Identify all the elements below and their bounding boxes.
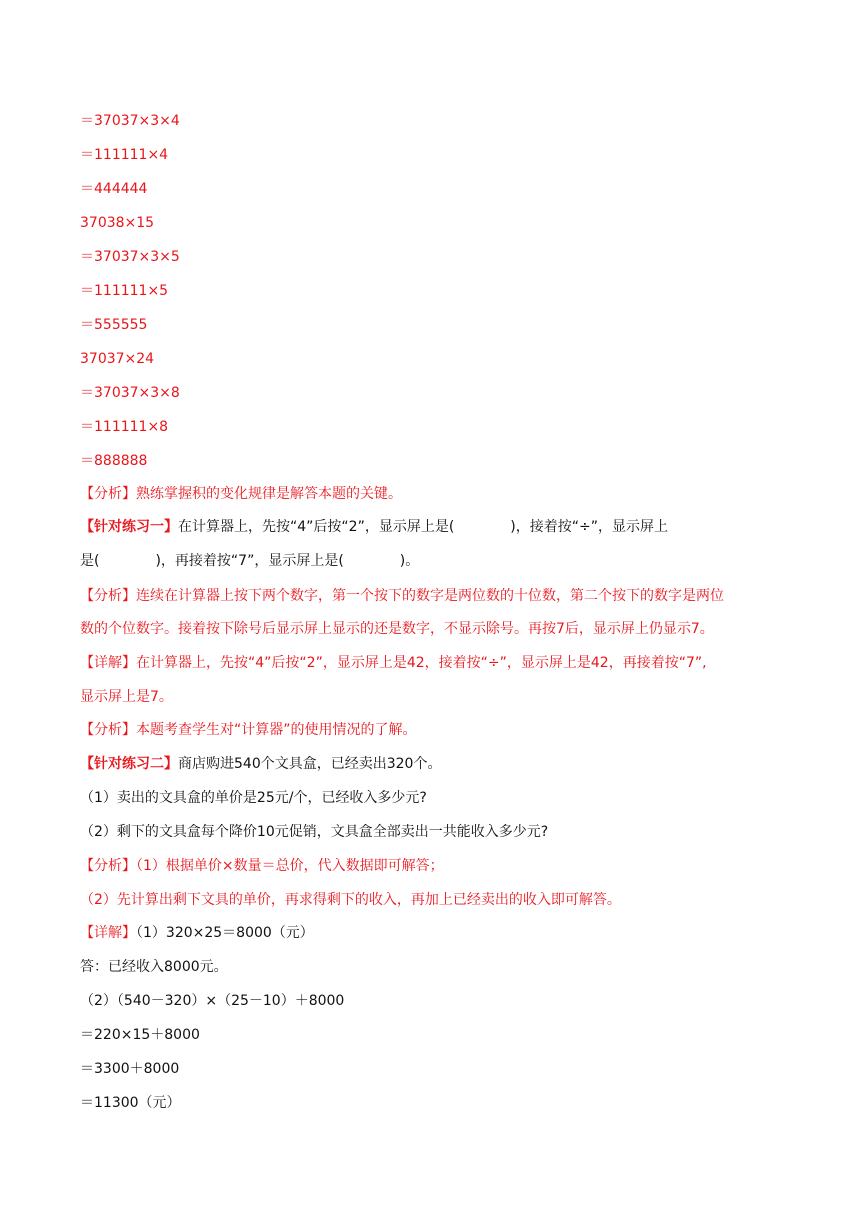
calc-line: ＝37037×3×5 [80, 249, 180, 265]
detail-2-step: （2）（540－320）×（25－10）＋8000 [80, 993, 345, 1009]
calc-line: ＝37037×3×4 [80, 113, 180, 129]
analysis-4-line-2: （2）先计算出剩下文具的单价，再求得剩下的收入，再加上已经卖出的收入即可解答。 [80, 892, 621, 908]
calc-line: ＝111111×5 [80, 283, 169, 299]
exercise-1-line-1 [80, 518, 668, 536]
analysis-text: 【分析】熟练掌握积的变化规律是解答本题的关键。 [80, 486, 402, 502]
detail-2-text: （1）320×25＝8000（元） [136, 925, 314, 941]
exercise-2-text: 商店购进540个文具盒，已经卖出320个。 [178, 756, 442, 772]
detail-1-line-1: 【详解】在计算器上，先按“4”后按“2”，显示屏上是42，接着按“÷”，显示屏上是42，再接着按“7”, [80, 655, 707, 671]
exercise-1-title: 【针对练习一】 [80, 519, 178, 535]
calc-line: ＝888888 [80, 453, 148, 469]
calc-line: ＝111111×4 [80, 147, 169, 163]
detail-2-answer: 答：已经收入8000元。 [80, 959, 228, 975]
question-2: （2）剩下的文具盒每个降价10元促销，文具盒全部卖出一共能收入多少元? [80, 824, 549, 840]
exercise-1-text: 在计算器上，先按“4”后按“2”，显示屏上是( )，接着按“÷”，显示屏上 [178, 519, 668, 535]
calc-line: ＝111111×8 [80, 419, 169, 435]
analysis-4-line-1: 【分析】（1）根据单价×数量＝总价，代入数据即可解答； [80, 858, 444, 874]
detail-2-line-1 [80, 924, 314, 942]
calc-line: 37038×15 [80, 215, 155, 231]
calc-line: ＝555555 [80, 317, 148, 333]
calc-line: ＝37037×3×8 [80, 385, 180, 401]
exercise-2-line [80, 755, 441, 773]
calc-line: 37037×24 [80, 351, 155, 367]
detail-2-label: 【详解】 [80, 925, 136, 941]
calc-line: ＝444444 [80, 181, 148, 197]
question-1: （1）卖出的文具盒的单价是25元/个，已经收入多少元? [80, 790, 427, 806]
detail-2-step: ＝11300（元） [80, 1095, 181, 1111]
exercise-2-title: 【针对练习二】 [80, 756, 178, 772]
analysis-3: 【分析】本题考查学生对“计算器”的使用情况的了解。 [80, 722, 417, 738]
detail-1-line-2: 显示屏上是7。 [80, 689, 173, 705]
detail-2-step: ＝3300＋8000 [80, 1061, 180, 1077]
analysis-2-line-1: 【分析】连续在计算器上按下两个数字，第一个按下的数字是两位数的十位数，第二个按下的数字是两位 [80, 588, 724, 604]
exercise-1-line-2: 是( )，再接着按“7”，显示屏上是( )。 [80, 553, 420, 569]
detail-2-step: ＝220×15＋8000 [80, 1027, 200, 1043]
analysis-2-line-2: 数的个位数字。接着按下除号后显示屏上显示的还是数字，不显示除号。再按7后，显示屏上仍显示7。 [80, 621, 714, 637]
